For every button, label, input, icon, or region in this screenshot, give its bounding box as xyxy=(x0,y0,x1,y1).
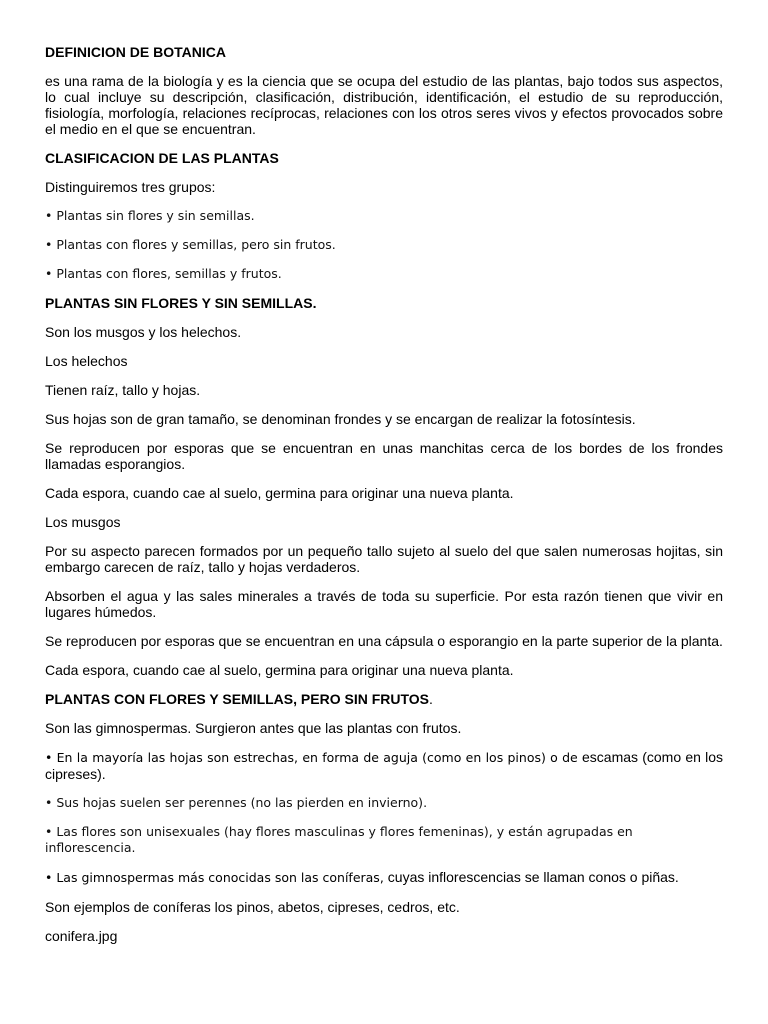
document-page xyxy=(45,44,723,957)
distinguiremos-text: Distinguiremos tres grupos: xyxy=(45,179,216,195)
gim-bullet-1 xyxy=(45,749,723,782)
helechos-paragraph-3: Se reproducen por esporas que se encuentran en unas manchitas cerca de los bordes de los frondes llamadas esporangios. xyxy=(45,440,723,472)
heading-sin-frutos-period: . xyxy=(429,691,433,707)
musgos-helechos-text: Son los musgos y los helechos. xyxy=(45,324,242,340)
heading-clasificacion: CLASIFICACION DE LAS PLANTAS xyxy=(45,150,279,166)
musgos-paragraph-1: Por su aspecto parecen formados por un pequeño tallo sujeto al suelo del que salen numerosas hojitas, sin embargo carecen de raíz, tallo y hojas verdaderos. xyxy=(45,543,723,575)
gim-bullet-1b: escamas (como en los cipreses). xyxy=(45,749,723,782)
gim-bullet-4 xyxy=(45,869,723,886)
musgos-subheading: Los musgos xyxy=(45,514,121,530)
gim-bullet-3: • Las flores son unisexuales (hay flores masculinas y flores femeninas), y están agrupadas en inflorescencia. xyxy=(45,824,633,855)
gim-bullet-4b: cuyas inflorescencias se llaman conos o piñas. xyxy=(387,869,679,885)
gim-bullet-1a: • En la mayoría las hojas son estrechas, en forma de aguja (como en los pinos) o de xyxy=(45,750,582,765)
helechos-paragraph-4: Cada espora, cuando cae al suelo, germina para originar una nueva planta. xyxy=(45,485,514,501)
gimnospermas-text: Son las gimnospermas. Surgieron antes que las plantas con frutos. xyxy=(45,720,462,736)
helechos-subheading: Los helechos xyxy=(45,353,128,369)
helechos-paragraph-2: Sus hojas son de gran tamaño, se denominan frondes y se encargan de realizar la fotosíntesis. xyxy=(45,411,636,427)
definicion-paragraph: es una rama de la biología y es la ciencia que se ocupa del estudio de las plantas, bajo todos sus aspectos, lo cual incluye su descripción, clasificación, distribución, identificación, el estudio de su reproducción, fisiología, morfología, relaciones recíprocas, relaciones con los otros seres vivos y efectos provocados sobre el medio en el que se encuentran. xyxy=(45,73,723,137)
heading-sin-frutos xyxy=(45,691,723,707)
group-item-3: • Plantas con flores, semillas y frutos. xyxy=(45,266,282,281)
heading-definicion: DEFINICION DE BOTANICA xyxy=(45,44,226,60)
gim-bullet-4a: • Las gimnospermas más conocidas son las coníferas, xyxy=(45,870,388,885)
group-item-1: • Plantas sin flores y sin semillas. xyxy=(45,208,255,223)
image-filename: conifera.jpg xyxy=(45,928,118,944)
ejemplos-text: Son ejemplos de coníferas los pinos, abetos, cipreses, cedros, etc. xyxy=(45,899,460,915)
helechos-paragraph-1: Tienen raíz, tallo y hojas. xyxy=(45,382,201,398)
gim-bullet-2: • Sus hojas suelen ser perennes (no las pierden en invierno). xyxy=(45,795,428,810)
heading-sin-frutos-text: PLANTAS CON FLORES Y SEMILLAS, PERO SIN FRUTOS xyxy=(45,691,430,707)
musgos-paragraph-4: Cada espora, cuando cae al suelo, germina para originar una nueva planta. xyxy=(45,662,514,678)
musgos-paragraph-2: Absorben el agua y las sales minerales a través de toda su superficie. Por esta razón tienen que vivir en lugares húmedos. xyxy=(45,588,723,620)
heading-sin-flores: PLANTAS SIN FLORES Y SIN SEMILLAS. xyxy=(45,295,317,311)
musgos-paragraph-3: Se reproducen por esporas que se encuentran en una cápsula o esporangio en la parte superior de la planta. xyxy=(45,633,723,649)
group-item-2: • Plantas con flores y semillas, pero sin frutos. xyxy=(45,237,336,252)
